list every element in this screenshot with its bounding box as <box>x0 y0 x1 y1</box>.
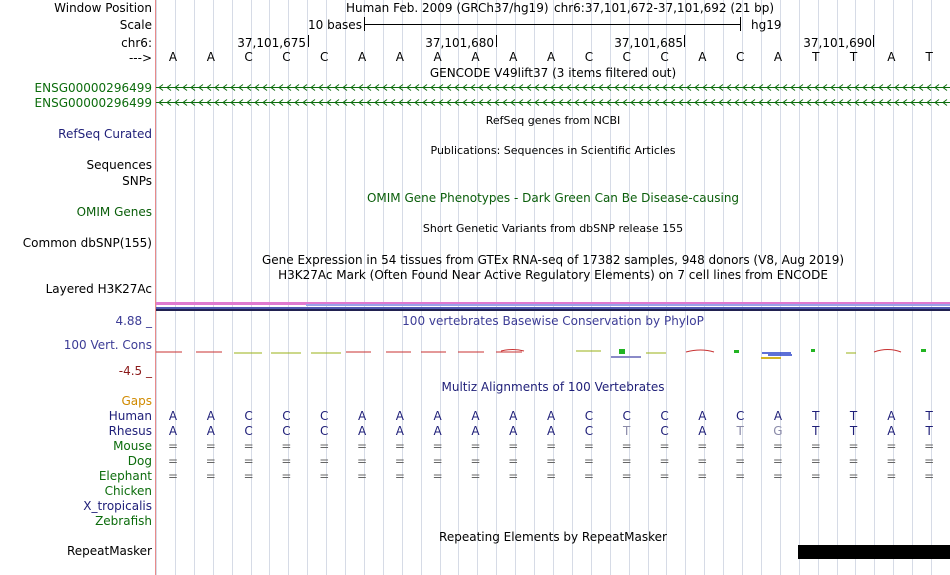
mouse-match: = <box>432 439 443 453</box>
track-label-column <box>0 0 155 575</box>
human-base: C <box>660 409 669 423</box>
sequence-base: T <box>925 50 933 64</box>
mouse-match: = <box>508 439 519 453</box>
dog-match: = <box>886 454 897 468</box>
mouse-match: = <box>546 439 557 453</box>
gene-feature-1[interactable] <box>156 82 950 93</box>
multiz-track-title: Multiz Alignments of 100 Vertebrates <box>441 380 665 394</box>
tick-label-1: 37,101,675 <box>237 36 306 50</box>
human-base: C <box>282 409 291 423</box>
dog-match: = <box>508 454 519 468</box>
human-base: A <box>546 409 556 423</box>
elephant-match: = <box>243 469 254 483</box>
dbsnp-track-title: Short Genetic Variants from dbSNP release 155 <box>422 222 684 235</box>
dog-match: = <box>243 454 254 468</box>
dog-match: = <box>319 454 330 468</box>
mouse-match: = <box>659 439 670 453</box>
dog-match: = <box>659 454 670 468</box>
dog-match: = <box>583 454 594 468</box>
rhesus-base: A <box>471 424 480 438</box>
human-base: T <box>925 409 933 423</box>
dog-match: = <box>167 454 179 468</box>
rhesus-base: A <box>509 424 518 438</box>
elephant-match: = <box>319 469 330 483</box>
sequence-base: A <box>773 50 783 64</box>
mouse-match: = <box>735 439 746 453</box>
human-base: T <box>849 409 858 423</box>
phylop-label[interactable]: 100 Vert. Cons <box>63 338 152 352</box>
human-base: C <box>244 409 253 423</box>
species-label-zebrafish[interactable]: Zebrafish <box>95 514 152 528</box>
sequence-base: C <box>584 50 594 64</box>
human-base: C <box>735 409 745 423</box>
rhesus-base: A <box>546 424 556 438</box>
tick-label-2: 37,101,680 <box>425 36 494 50</box>
sequence-base: C <box>622 50 631 64</box>
elephant-match: = <box>583 469 594 483</box>
elephant-match: = <box>357 469 368 483</box>
dog-match: = <box>697 454 708 468</box>
rhesus-base: T <box>812 424 820 438</box>
mouse-match: = <box>357 439 368 453</box>
elephant-match: = <box>470 469 481 483</box>
mouse-match: = <box>772 439 783 453</box>
species-label-mouse[interactable]: Mouse <box>113 439 152 453</box>
rhesus-base: C <box>584 424 594 438</box>
sequence-base: A <box>887 50 896 64</box>
rhesus-base: A <box>357 424 367 438</box>
dog-match: = <box>848 454 859 468</box>
scale-db-label: hg19 <box>751 18 782 32</box>
gaps-label: Gaps <box>121 394 152 408</box>
dog-match: = <box>281 454 292 468</box>
rhesus-base: C <box>320 424 329 438</box>
elephant-match: = <box>735 469 746 483</box>
dog-match: = <box>205 454 216 468</box>
phylop-min-label: -4.5 _ <box>118 364 152 378</box>
sequence-base: C <box>282 50 291 64</box>
scale-bar-left-cap <box>364 17 365 31</box>
human-base: A <box>698 409 707 423</box>
sequence-base: C <box>660 50 669 64</box>
species-label-human[interactable]: Human <box>108 409 152 423</box>
dog-match: = <box>394 454 405 468</box>
elephant-match: = <box>924 469 935 483</box>
mouse-match: = <box>848 439 859 453</box>
sequence-base: C <box>320 50 329 64</box>
elephant-match: = <box>394 469 405 483</box>
sequence-base: A <box>433 50 442 64</box>
omim-label[interactable]: OMIM Genes <box>76 205 152 219</box>
phylop-track-title: 100 vertebrates Basewise Conservation by PhyloP <box>402 314 704 328</box>
phylop-signal[interactable] <box>156 345 950 365</box>
elephant-match: = <box>205 469 216 483</box>
repeatmasker-track-title: Repeating Elements by RepeatMasker <box>439 530 667 544</box>
tick-mark-2 <box>496 35 497 47</box>
dog-match: = <box>772 454 783 468</box>
gtex-track-title: Gene Expression in 54 tissues from GTEx RNA-seq of 17382 samples, 948 donors (V8, Aug 2019) <box>261 253 845 267</box>
sequence-base: A <box>168 50 178 64</box>
sequence-base: A <box>546 50 556 64</box>
rhesus-base: A <box>206 424 215 438</box>
mouse-match: = <box>167 439 179 453</box>
mouse-match: = <box>621 439 632 453</box>
sequence-base: T <box>849 50 858 64</box>
tick-mark-4 <box>873 35 874 47</box>
dog-match: = <box>470 454 481 468</box>
sequence-base: A <box>206 50 215 64</box>
omim-track-title: OMIM Gene Phenotypes - Dark Green Can Be Disease-causing <box>366 191 740 205</box>
mouse-match: = <box>243 439 254 453</box>
human-base: A <box>206 409 215 423</box>
sequence-base: A <box>471 50 480 64</box>
tick-label-3: 37,101,685 <box>614 36 683 50</box>
sequence-base: T <box>812 50 820 64</box>
scale-bar-text: 10 bases <box>308 18 362 32</box>
human-base: A <box>773 409 783 423</box>
elephant-match: = <box>810 469 821 483</box>
gencode-track-title: GENCODE V49lift37 (3 items filtered out) <box>429 66 677 80</box>
elephant-match: = <box>508 469 519 483</box>
chrom-label: chr6: <box>121 36 152 50</box>
species-label-dog[interactable]: Dog <box>127 454 152 468</box>
elephant-match: = <box>848 469 859 483</box>
tick-label-4: 37,101,690 <box>803 36 872 50</box>
scale-label: Scale <box>119 18 152 32</box>
dog-match: = <box>810 454 821 468</box>
phylop-max-label: 4.88 _ <box>115 314 152 328</box>
rhesus-base: T <box>925 424 933 438</box>
rhesus-base: A <box>887 424 896 438</box>
h3k27ac-label[interactable]: Layered H3K27Ac <box>45 282 152 296</box>
rhesus-base: C <box>660 424 669 438</box>
elephant-match: = <box>432 469 443 483</box>
window-position-label: Window Position <box>54 1 152 15</box>
mouse-match: = <box>205 439 216 453</box>
dog-match: = <box>432 454 443 468</box>
elephant-match: = <box>167 469 179 483</box>
refseq-label[interactable]: RefSeq Curated <box>58 127 152 141</box>
track-display[interactable] <box>156 0 950 575</box>
repeatmasker-label[interactable]: RepeatMasker <box>66 544 152 558</box>
species-label-rhesus[interactable]: Rhesus <box>108 424 152 438</box>
refseq-track-title: RefSeq genes from NCBI <box>485 114 621 127</box>
human-base: C <box>622 409 631 423</box>
human-base: T <box>812 409 820 423</box>
assembly-title: Human Feb. 2009 (GRCh37/hg19) <box>346 1 549 15</box>
mouse-match: = <box>583 439 594 453</box>
elephant-match: = <box>621 469 632 483</box>
mouse-match: = <box>886 439 897 453</box>
sequence-base: A <box>698 50 707 64</box>
gene-label-1[interactable]: ENSG00000296499 <box>34 81 152 95</box>
repeat-element[interactable] <box>798 545 950 559</box>
snps-label[interactable]: SNPs <box>122 174 152 188</box>
mouse-match: = <box>281 439 292 453</box>
dog-match: = <box>735 454 746 468</box>
publications-track-title: Publications: Sequences in Scientific Articles <box>430 144 676 157</box>
human-base: A <box>168 409 178 423</box>
mouse-match: = <box>319 439 330 453</box>
scale-bar-right-cap <box>740 17 741 31</box>
tick-mark-3 <box>684 35 685 47</box>
h3k27ac-track-title: H3K27Ac Mark (Often Found Near Active Regulatory Elements) on 7 cell lines from ENCODE <box>278 268 828 282</box>
sequence-base: A <box>395 50 404 64</box>
sequences-label[interactable]: Sequences <box>86 158 152 172</box>
elephant-match: = <box>886 469 897 483</box>
human-base: A <box>433 409 442 423</box>
scale-bar <box>364 24 741 25</box>
mouse-match: = <box>394 439 405 453</box>
gene-label-2[interactable]: ENSG00000296499 <box>34 96 152 110</box>
species-label-elephant[interactable]: Elephant <box>98 469 152 483</box>
dog-match: = <box>621 454 632 468</box>
sequence-base: A <box>357 50 367 64</box>
h3k27ac-signal[interactable] <box>156 302 950 311</box>
rhesus-base: C <box>244 424 253 438</box>
elephant-match: = <box>772 469 783 483</box>
gene-feature-2[interactable] <box>156 97 950 108</box>
mouse-match: = <box>924 439 935 453</box>
rhesus-base: C <box>282 424 291 438</box>
mouse-match: = <box>697 439 708 453</box>
rhesus-base: T <box>849 424 858 438</box>
human-base: A <box>357 409 367 423</box>
human-base: A <box>471 409 480 423</box>
dog-match: = <box>546 454 557 468</box>
position-readout: chr6:37,101,672-37,101,692 (21 bp) <box>554 1 775 15</box>
human-base: A <box>509 409 518 423</box>
mouse-match: = <box>810 439 821 453</box>
tick-mark-1 <box>308 35 309 47</box>
human-base: C <box>584 409 594 423</box>
elephant-match: = <box>546 469 557 483</box>
sequence-base: C <box>244 50 253 64</box>
rhesus-base: A <box>168 424 178 438</box>
rhesus-base: A <box>433 424 442 438</box>
strand-arrow-label: ---> <box>128 51 152 65</box>
rhesus-base: A <box>698 424 707 438</box>
human-base: A <box>395 409 404 423</box>
elephant-match: = <box>659 469 670 483</box>
elephant-match: = <box>697 469 708 483</box>
rhesus-base: A <box>395 424 404 438</box>
species-label-xtropicalis[interactable]: X_tropicalis <box>83 499 152 513</box>
species-label-chicken[interactable]: Chicken <box>104 484 152 498</box>
dog-match: = <box>357 454 368 468</box>
rhesus-base: T <box>736 424 744 438</box>
dbsnp-label[interactable]: Common dbSNP(155) <box>22 236 152 250</box>
human-base: A <box>887 409 896 423</box>
rhesus-base: T <box>623 424 631 438</box>
sequence-base: A <box>509 50 518 64</box>
rhesus-base: G <box>773 424 783 438</box>
elephant-match: = <box>281 469 292 483</box>
dog-match: = <box>924 454 935 468</box>
mouse-match: = <box>470 439 481 453</box>
sequence-base: C <box>735 50 745 64</box>
human-base: C <box>320 409 329 423</box>
